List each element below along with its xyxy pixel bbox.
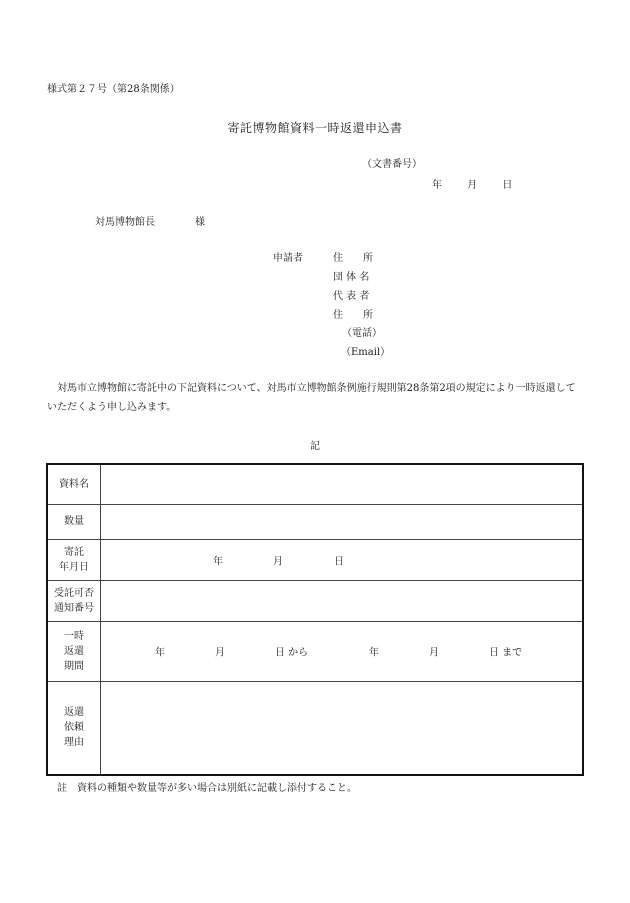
applicant-representative: 代 表 者 (333, 291, 370, 302)
applicant-address-2: 住 所 (333, 310, 373, 321)
deposit-year: 年 (213, 556, 223, 567)
table-row (47, 621, 583, 681)
applicant-address: 住 所 (333, 253, 373, 264)
applicant-org-name: 団 体 名 (333, 272, 370, 283)
ki-marker: 記 (310, 441, 320, 452)
table-row (47, 681, 583, 775)
period-end-month: 月 (429, 647, 439, 659)
date-day: 日 (502, 180, 513, 191)
submission-date (432, 176, 512, 191)
period-start-year: 年 (155, 647, 165, 659)
date-year: 年 (432, 180, 442, 191)
deposit-day: 日 (334, 556, 344, 567)
document-number-label: （文書番号） (362, 159, 422, 170)
row-label-material-name: 資料名 (47, 464, 101, 504)
return-period-field[interactable] (101, 621, 584, 681)
applicant-phone: （電話） (342, 328, 382, 339)
table-row (47, 464, 583, 504)
material-name-field[interactable] (101, 464, 584, 504)
date-month: 月 (467, 180, 478, 191)
row-label-quantity: 数量 (47, 504, 101, 539)
row-label-return-period: 一時 返還 期間 (47, 621, 101, 681)
notice-number-field[interactable] (101, 580, 584, 621)
document-title: 寄託博物館資料一時返還申込書 (227, 121, 403, 135)
applicant-email: （Email） (341, 347, 391, 358)
row-label-deposit-date: 寄託 年月日 (47, 539, 101, 580)
footnote: 註 資料の種類や数量等が多い場合は別紙に記載し添付すること。 (57, 783, 357, 794)
honorific: 様 (195, 217, 205, 228)
row-label-reason: 返還 依頼 理由 (47, 681, 101, 775)
addressee (95, 213, 205, 228)
table-row (47, 504, 583, 539)
applicant-label: 申請者 (273, 253, 303, 264)
quantity-field[interactable] (101, 504, 584, 539)
period-start-day: 日 から (275, 647, 309, 659)
table-row (47, 580, 583, 621)
period-end-day: 日 まで (489, 647, 523, 659)
deposit-date-field[interactable] (101, 539, 584, 580)
addressee-name: 対馬博物館長 (95, 217, 155, 228)
table-row (47, 539, 583, 580)
period-start-month: 月 (215, 647, 225, 659)
request-statement: 対馬市立博物館に寄託中の下記資料について、対馬市立博物館条例施行規則第28条第2項の規定により一時返還していただくよう申し込みます。 (47, 383, 576, 413)
request-table (46, 463, 584, 776)
row-label-notice-number: 受託可否 通知番号 (47, 580, 101, 621)
deposit-month: 月 (273, 556, 283, 567)
period-end-year: 年 (369, 647, 379, 659)
form-number: 様式第２７号（第28条関係） (47, 84, 180, 95)
reason-field[interactable] (101, 681, 584, 775)
